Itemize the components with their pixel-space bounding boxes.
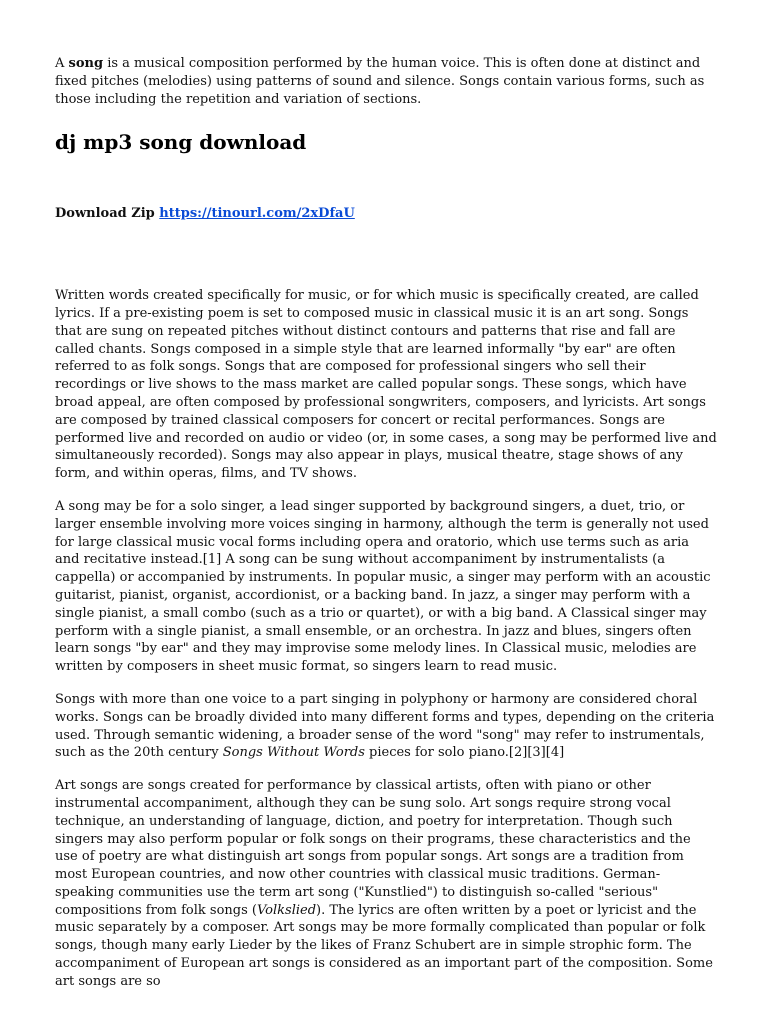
- body-paragraph-2: A song may be for a solo singer, a lead singer supported by background singers, a duet, trio, or larger ensemble involving more voices singing in harmony, although the term is generally not used for large classical music vocal forms including opera and oratorio, which use terms such as aria and recitative instead.[1] A song can be sung without accompaniment by instrumentalists (a cappella) or accompanied by instruments. In popular music, a singer may perform with an acoustic guitarist, pianist, organist, accordionist, or a backing band. In jazz, a singer may perform with a single pianist, a small combo (such as a trio or quartet), or with a big band. A Classical singer may perform with a single pianist, a small ensemble, or an orchestra. In jazz and blues, singers often learn songs "by ear" and they may improvise some melody lines. In Classical music, melodies are written by composers in sheet music format, so singers learn to read music.: [55, 498, 711, 675]
- para3-text-after: pieces for solo piano.[2][3][4]: [364, 745, 565, 761]
- para4-italic-term: Volkslied: [256, 902, 317, 918]
- download-line: [55, 205, 717, 223]
- body-paragraph-1: Written words created specifically for music, or for which music is specifically created, are called lyrics. If a pre-existing poem is set to composed music in classical music it is an art song. Songs that are sung on repeated pitches without distinct contours and patterns that rise and fall are called chants. Songs composed in a simple style that are learned informally "by ear" are often referred to as folk songs. Songs that are composed for professional singers who sell their recordings or live shows to the mass market are called popular songs. These songs, which have broad appeal, are often composed by professional songwriters, composers, and lyricists. Art songs are composed by trained classical composers for concert or recital performances. Songs are performed live and recorded on audio or video (or, in some cases, a song may be performed live and simultaneously recorded). Songs may also appear in plays, musical theatre, stage shows of any form, and within operas, films, and TV shows.: [55, 288, 717, 482]
- para4-text-after: ). The lyrics are often written by a poet or lyricist and the music separately by a composer. Art songs may be more formally complicated than popular or folk songs, though many early Lieder by the likes of Franz Schubert are in simple strophic form. The accompaniment of European art songs is considered as an important part of the composition. Some art songs are so: [55, 902, 713, 989]
- para4-text-before: Art songs are songs created for performance by classical artists, often with piano or other instrumental accompaniment, although they can be sung solo. Art songs require strong vocal technique, an understanding of language, diction, and poetry for interpretation. Though such singers may also perform popular or folk songs on their programs, these characteristics and the use of poetry are what distinguish art songs from popular songs. Art songs are a tradition from most European countries, and now other countries with classical music traditions. German-speaking communities use the term art song ("Kunstlied") to distinguish so-called "serious" compositions from folk songs (: [55, 778, 691, 918]
- download-link[interactable]: https://tinourl.com/2xDfaU: [159, 206, 355, 222]
- para3-text-before: Songs with more than one voice to a part singing in polyphony or harmony are considered choral works. Songs can be broadly divided into many different forms and types, depending on the criteria used. Through semantic widening, a broader sense of the word "song" may refer to instrumentals, such as the 20th century: [55, 691, 715, 761]
- body-paragraph-4: [55, 777, 717, 991]
- body-paragraph-3: [55, 691, 717, 762]
- intro-prefix: A: [55, 56, 69, 71]
- para3-italic-title: Songs Without Words: [222, 745, 365, 761]
- intro-paragraph: [55, 55, 717, 108]
- document-page: [55, 55, 717, 1006]
- intro-term: song: [68, 56, 104, 71]
- download-label: Download Zip: [55, 206, 155, 222]
- page-title: dj mp3 song download: [55, 130, 307, 155]
- intro-text: is a musical composition performed by the human voice. This is often done at distinct and fixed pitches (melodies) using patterns of sound and silence. Songs contain various forms, such as those including the repetition and variation of sections.: [55, 56, 705, 107]
